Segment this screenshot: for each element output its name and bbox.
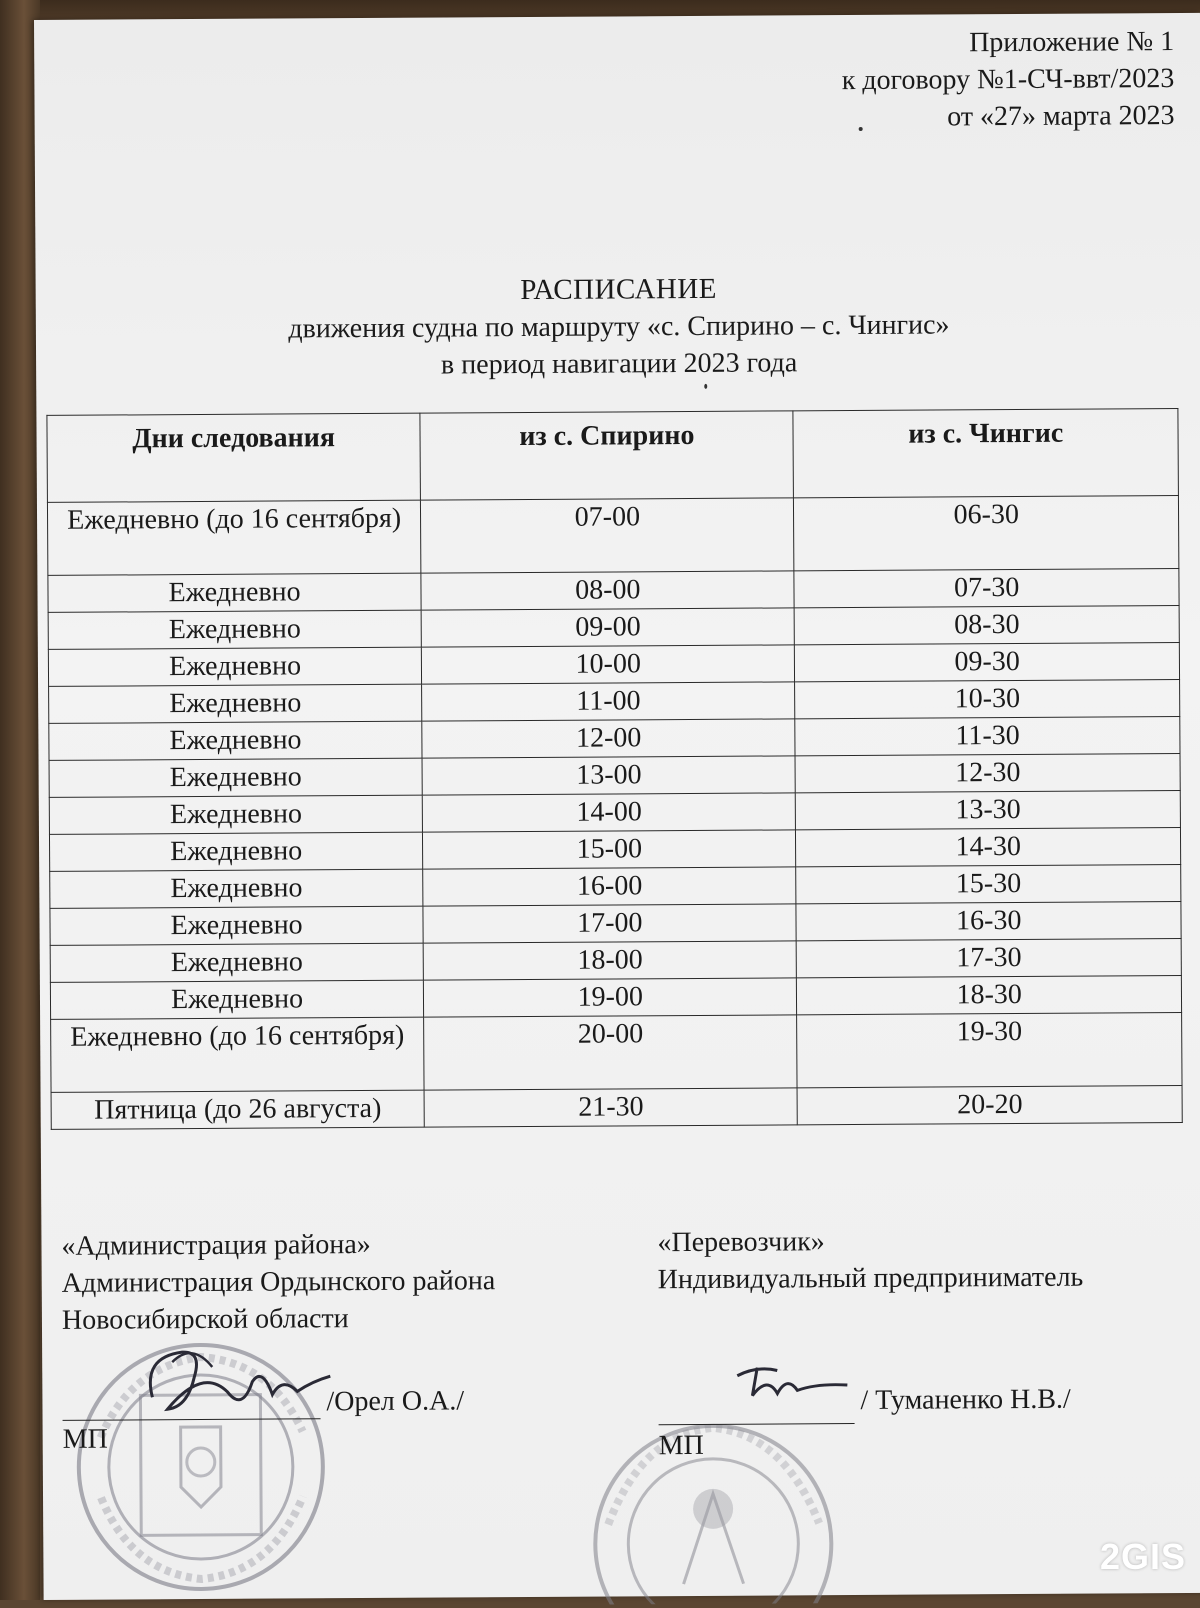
header-from-spirino: из с. Спирино [420,411,794,500]
party-role-administration: «Администрация района» [61,1228,371,1262]
cell-days: Ежедневно [49,832,422,871]
cell-chingis: 12-30 [795,754,1180,793]
cell-chingis: 09-30 [795,643,1180,682]
cell-chingis: 19-30 [797,1013,1182,1088]
signature-block-administration [61,1225,495,1339]
table-row [49,717,1180,761]
cell-chingis: 18-30 [797,976,1182,1015]
title-route: движения судна по маршруту «с. Спирино – с. Чингис» [288,309,950,345]
appendix-line-2: к договору №1-СЧ-ввт/2023 [841,63,1175,97]
cell-days: Ежедневно [48,647,421,686]
cell-spirino: 21-30 [424,1088,797,1127]
cell-days: Ежедневно [48,573,421,612]
cell-chingis: 06-30 [794,496,1179,571]
table-row [50,976,1181,1020]
cell-days: Ежедневно [50,869,423,908]
cell-days: Пятница (до 26 августа) [51,1090,424,1129]
table-row [51,1013,1182,1093]
table-row [48,643,1179,687]
table-row [49,680,1180,724]
cell-spirino: 16-00 [423,867,796,906]
cell-spirino: 09-00 [421,608,794,647]
party-org-line-1: Индивидуальный предприниматель [657,1261,1084,1296]
2gis-watermark: 2GIS [1099,1536,1186,1577]
table-row [50,902,1181,946]
paper-speck [704,384,707,389]
cell-chingis: 13-30 [796,791,1181,830]
cell-days: Ежедневно (до 16 сентября) [51,1017,425,1092]
signature-tumanenko-icon [732,1355,852,1406]
table-header-row [47,409,1179,503]
title-period: в период навигации 2023 года [440,347,798,381]
signatory-name-orel: /Орел О.А./ [326,1385,465,1418]
cell-chingis: 17-30 [797,939,1182,978]
table-row [49,754,1180,798]
paper-speck [859,127,863,131]
signature-block-carrier [657,1222,1083,1299]
cell-spirino: 20-00 [424,1015,798,1090]
signatory-name-tumanenko: / Туманенко Н.В./ [860,1383,1071,1416]
mp-label-left: МП [62,1423,108,1455]
cell-chingis: 16-30 [796,902,1181,941]
cell-days: Ежедневно [49,721,422,760]
cell-spirino: 11-00 [422,682,795,721]
mp-label-right: МП [658,1429,704,1462]
party-org-line-1: Администрация Ордынского района [61,1265,496,1299]
cell-chingis: 10-30 [795,680,1180,719]
party-role-carrier: «Перевозчик» [657,1226,825,1259]
cell-spirino: 17-00 [423,904,796,943]
signature-orel-icon [132,1336,343,1427]
cell-spirino: 13-00 [422,756,795,795]
cell-spirino: 18-00 [423,941,796,980]
appendix-line-3: от «27» марта 2023 [947,100,1175,133]
table-row [48,606,1179,650]
header-days: Дни следования [47,413,421,502]
schedule-table [46,408,1182,1130]
cell-chingis: 07-30 [794,569,1179,608]
cell-days: Ежедневно [48,610,421,649]
cell-spirino: 10-00 [422,645,795,684]
table-row [49,791,1180,835]
party-org-line-2: Новосибирской области [61,1303,349,1336]
cell-chingis: 15-30 [796,865,1181,904]
cell-days: Ежедневно [49,795,422,834]
cell-chingis: 14-30 [796,828,1181,867]
cell-chingis: 08-30 [795,606,1180,645]
appendix-line-1: Приложение № 1 [969,26,1175,59]
cell-spirino: 15-00 [423,830,796,869]
table-row [51,1086,1182,1130]
table-row [50,939,1181,983]
cell-days: Ежедневно [49,684,422,723]
document-sheet [34,13,1200,1600]
table-row [47,496,1178,576]
cell-days: Ежедневно [50,906,423,945]
wood-background-left [0,0,40,1600]
cell-chingis: 20-20 [797,1086,1182,1125]
title-main: РАСПИСАНИЕ [520,272,718,307]
table-row [48,569,1179,613]
document-title [36,268,1200,386]
cell-spirino: 14-00 [422,793,795,832]
cell-spirino: 08-00 [421,571,794,610]
cell-days: Ежедневно [50,943,423,982]
carrier-stamp-icon [583,1413,844,1605]
cell-days: Ежедневно (до 16 сентября) [47,500,421,575]
cell-spirino: 19-00 [424,978,797,1017]
cell-days: Ежедневно [50,980,423,1019]
cell-chingis: 11-30 [795,717,1180,756]
appendix-header [841,23,1174,136]
cell-spirino: 07-00 [421,498,795,573]
cell-days: Ежедневно [49,758,422,797]
cell-spirino: 12-00 [422,719,795,758]
header-from-chingis: из с. Чингис [793,409,1178,498]
table-row [50,865,1181,909]
table-row [49,828,1180,872]
